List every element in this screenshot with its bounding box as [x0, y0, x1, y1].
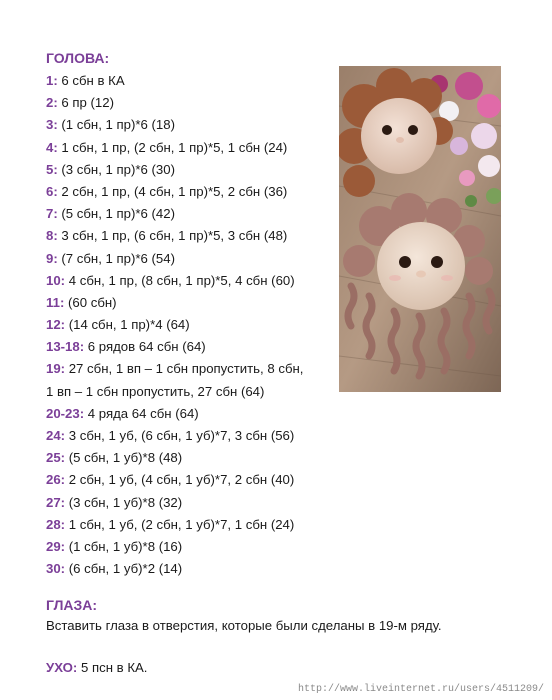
row-instruction: (3 сбн, 1 уб)*8 (32) — [65, 494, 183, 510]
row-instruction: (14 сбн, 1 пр)*4 (64) — [65, 317, 190, 333]
row-number: 2: — [46, 95, 58, 111]
pattern-row — [46, 70, 303, 92]
row-instruction: 2 сбн, 1 уб, (4 сбн, 1 уб)*7, 2 сбн (40) — [65, 472, 295, 488]
pattern-row — [46, 447, 303, 469]
pattern-row — [46, 225, 303, 247]
row-number: 30: — [46, 561, 66, 577]
ear-instruction — [46, 660, 147, 675]
ear-label: УХО: — [46, 660, 78, 675]
row-number: 1: — [46, 73, 58, 88]
pattern-row — [46, 181, 303, 203]
row-instruction: 1 вп – 1 сбн пропустить, 27 сбн (64) — [46, 383, 265, 399]
row-instruction: 3 сбн, 1 пр, (6 сбн, 1 пр)*5, 3 сбн (48) — [57, 228, 288, 244]
row-number: 29: — [46, 538, 66, 554]
pattern-row — [46, 358, 303, 380]
row-number: 6: — [46, 183, 58, 199]
row-number: 8: — [46, 228, 58, 244]
row-instruction: 4 сбн, 1 пр, (8 сбн, 1 пр)*5, 4 сбн (60) — [65, 272, 295, 288]
pattern-row — [46, 248, 303, 270]
pattern-row — [46, 336, 303, 358]
row-number: 12: — [46, 317, 66, 333]
row-number: 9: — [46, 250, 58, 266]
row-number: 5: — [46, 161, 58, 177]
row-instruction: 3 сбн, 1 уб, (6 сбн, 1 уб)*7, 3 сбн (56) — [65, 428, 295, 443]
pattern-row — [46, 492, 303, 514]
row-instruction: 6 сбн в КА — [57, 73, 125, 88]
row-instruction: (1 сбн, 1 уб)*8 (16) — [65, 538, 183, 554]
pattern-row — [46, 114, 303, 136]
pattern-row — [46, 425, 303, 447]
ear-text: 5 псн в КА. — [77, 660, 148, 675]
row-instruction: (5 сбн, 1 пр)*6 (42) — [57, 206, 175, 222]
row-instruction: 1 сбн, 1 уб, (2 сбн, 1 уб)*7, 1 сбн (24) — [65, 516, 295, 532]
pattern-row — [46, 270, 303, 292]
pattern-row — [46, 536, 303, 558]
row-number: 4: — [46, 139, 58, 155]
watermark-url: http://www.liveinternet.ru/users/4511209/ — [297, 684, 544, 695]
row-list — [46, 70, 303, 580]
row-instruction: (60 сбн) — [64, 294, 117, 310]
row-instruction: (7 сбн, 1 пр)*6 (54) — [57, 250, 175, 266]
pattern-row — [46, 137, 303, 159]
row-number: 7: — [46, 206, 58, 222]
row-number: 27: — [46, 494, 66, 510]
row-instruction: 27 сбн, 1 вп – 1 сбн пропустить, 8 сбн, — [65, 361, 304, 377]
section-title-head: ГОЛОВА: — [46, 50, 110, 66]
pattern-row — [46, 558, 303, 580]
row-number: 3: — [46, 117, 58, 133]
pattern-row — [46, 203, 303, 225]
row-instruction: 6 пр (12) — [57, 95, 114, 111]
pattern-row — [46, 403, 303, 425]
pattern-row — [46, 292, 303, 314]
row-instruction: (6 сбн, 1 уб)*2 (14) — [65, 561, 183, 577]
pattern-row — [46, 92, 303, 114]
pattern-row — [46, 159, 303, 181]
doll-photo-image — [339, 66, 501, 392]
pattern-row — [46, 469, 303, 491]
row-number: 24: — [46, 428, 66, 443]
row-instruction: (5 сбн, 1 уб)*8 (48) — [65, 450, 183, 466]
eyes-instruction: Вставить глаза в отверстия, которые были сделаны в 19-м ряду. — [46, 618, 442, 633]
row-number: 20-23: — [46, 405, 85, 421]
pattern-row — [46, 314, 303, 336]
row-instruction: 6 рядов 64 сбн (64) — [84, 339, 206, 355]
row-instruction: (1 сбн, 1 пр)*6 (18) — [57, 117, 175, 133]
row-instruction: 1 сбн, 1 пр, (2 сбн, 1 пр)*5, 1 сбн (24) — [57, 139, 288, 155]
row-number: 25: — [46, 450, 66, 466]
row-number: 28: — [46, 516, 66, 532]
row-number: 13-18: — [46, 339, 85, 355]
row-number: 11: — [46, 294, 65, 310]
pattern-row — [46, 514, 303, 536]
row-instruction: 4 ряда 64 сбн (64) — [84, 405, 199, 421]
section-title-eyes: ГЛАЗА: — [46, 597, 98, 613]
row-instruction: 2 сбн, 1 пр, (4 сбн, 1 пр)*5, 2 сбн (36) — [57, 183, 288, 199]
row-instruction: (3 сбн, 1 пр)*6 (30) — [57, 161, 175, 177]
doll-photo — [339, 66, 501, 392]
row-number: 10: — [46, 272, 66, 288]
row-number: 26: — [46, 472, 66, 488]
pattern-row — [46, 381, 303, 403]
row-number: 19: — [46, 361, 66, 377]
